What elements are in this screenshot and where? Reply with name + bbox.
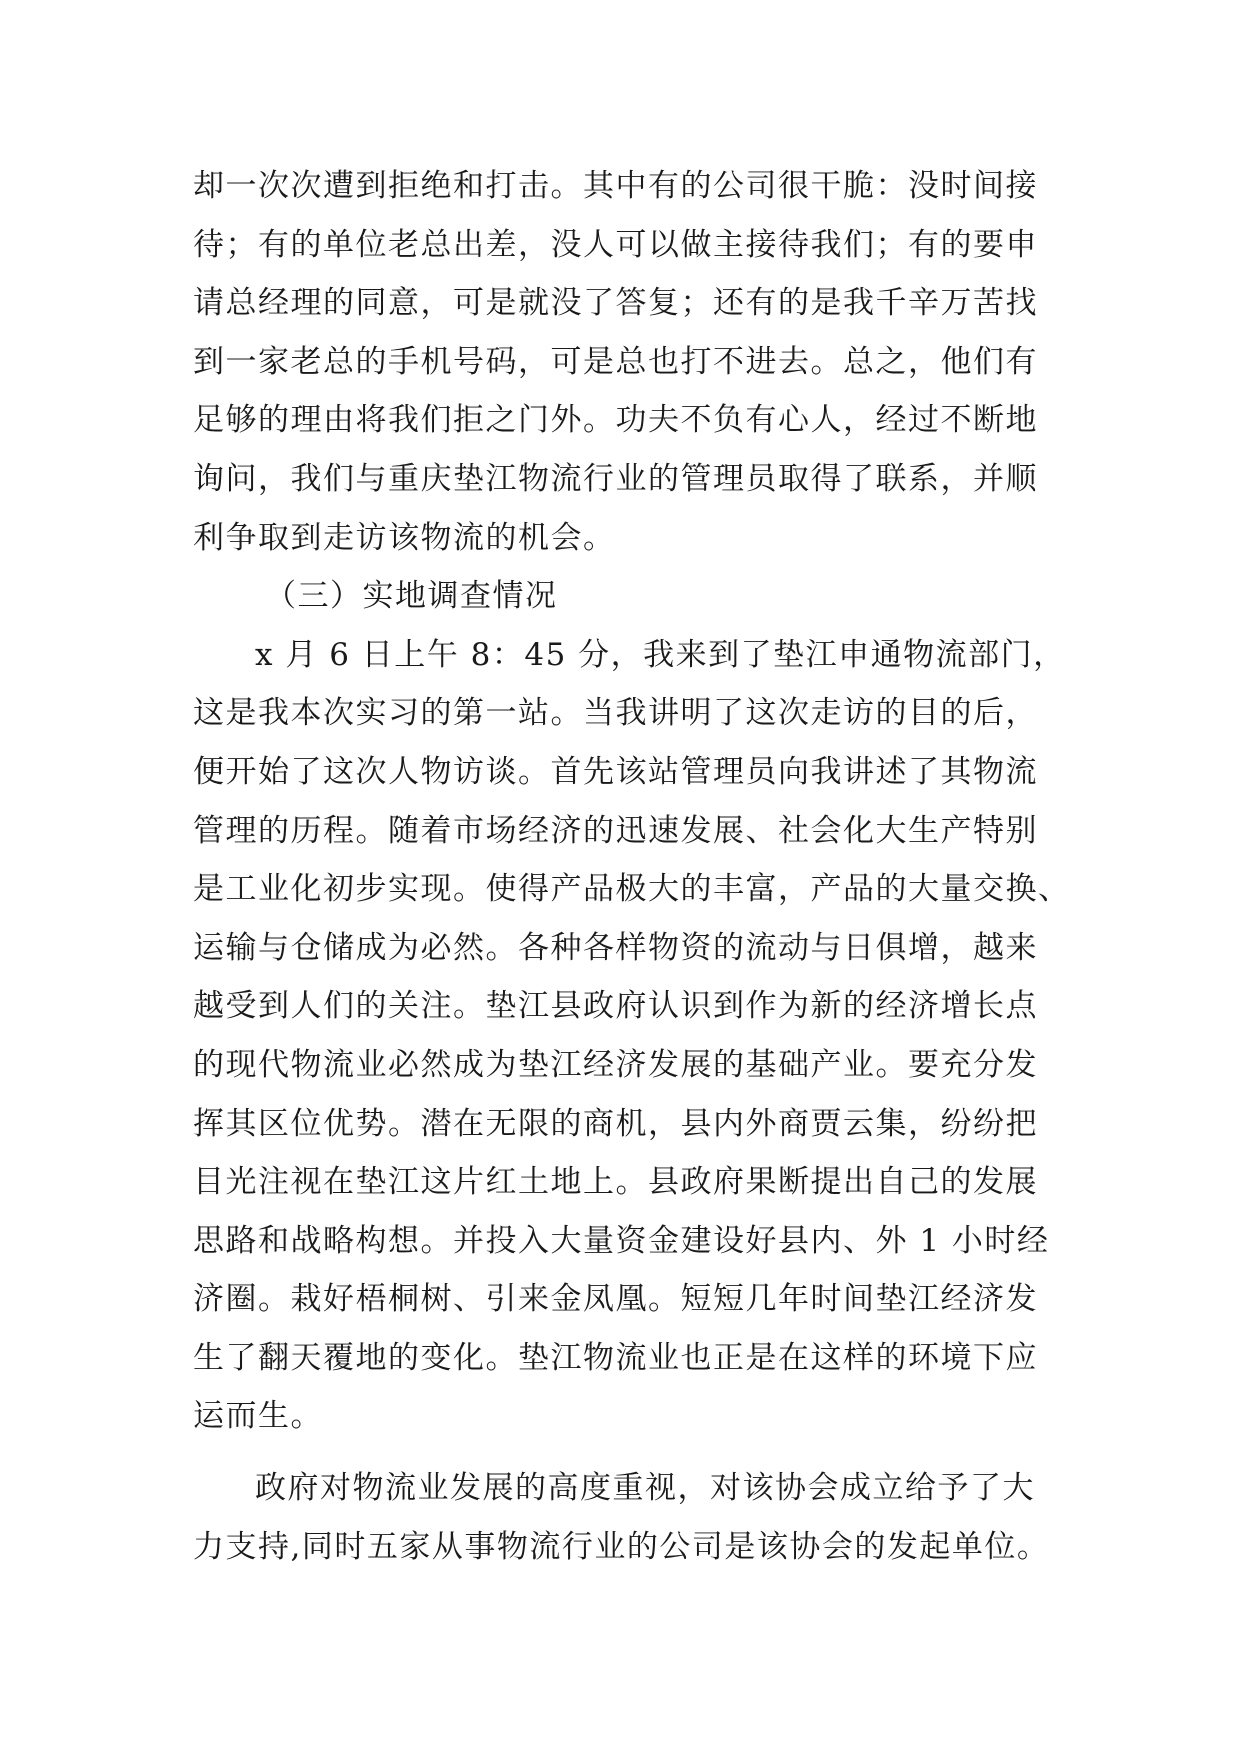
text-line: 便开始了这次人物访谈。首先该站管理员向我讲述了其物流	[193, 753, 1038, 790]
text-line: 这是我本次实习的第一站。当我讲明了这次走访的目的后，	[193, 695, 1038, 732]
text-line: 足够的理由将我们拒之门外。功夫不负有心人，经过不断地	[193, 402, 1038, 439]
text-line: 生了翻天覆地的变化。垫江物流业也正是在这样的环境下应	[193, 1339, 1038, 1376]
text-line: 挥其区位优势。潜在无限的商机，县内外商贾云集，纷纷把	[193, 1105, 1038, 1142]
text-line: 济圈。栽好梧桐树、引来金凤凰。短短几年时间垫江经济发	[193, 1281, 1038, 1318]
text-line: 政府对物流业发展的高度重视，对该协会成立给予了大	[255, 1470, 1035, 1507]
text-line: 越受到人们的关注。垫江县政府认识到作为新的经济增长点	[193, 988, 1038, 1025]
text-line: 待；有的单位老总出差，没人可以做主接待我们；有的要申	[193, 226, 1038, 263]
text-line: 是工业化初步实现。使得产品极大的丰富，产品的大量交换、	[193, 871, 1071, 908]
text-line: 运输与仓储成为必然。各种各样物资的流动与日俱增，越来	[193, 929, 1038, 966]
text-line: 却一次次遭到拒绝和打击。其中有的公司很干脆：没时间接	[193, 168, 1038, 204]
text-line: 运而生。	[193, 1398, 323, 1435]
text-line: 利争取到走访该物流的机会。	[193, 519, 616, 556]
text-line: 力支持,同时五家从事物流行业的公司是该协会的发起单位。	[193, 1528, 1050, 1565]
text-line: 管理的历程。随着市场经济的迅速发展、社会化大生产特别	[193, 812, 1038, 849]
section-heading: （三）实地调查情况	[265, 578, 558, 615]
text-line: 的现代物流业必然成为垫江经济发展的基础产业。要充分发	[193, 1046, 1038, 1083]
text-line: 询问，我们与重庆垫江物流行业的管理员取得了联系，并顺	[193, 460, 1038, 497]
text-line: 请总经理的同意，可是就没了答复；还有的是我千辛万苦找	[193, 285, 1038, 322]
text-line: 思路和战略构想。并投入大量资金建设好县内、外 1 小时经	[193, 1222, 1050, 1259]
text-line: 目光注视在垫江这片红土地上。县政府果断提出自己的发展	[193, 1164, 1038, 1201]
text-line: x 月 6 日上午 8：45 分，我来到了垫江申通物流部门，	[255, 636, 1066, 673]
text-line: 到一家老总的手机号码，可是总也打不进去。总之，他们有	[193, 343, 1038, 380]
body-text	[193, 157, 1073, 1576]
